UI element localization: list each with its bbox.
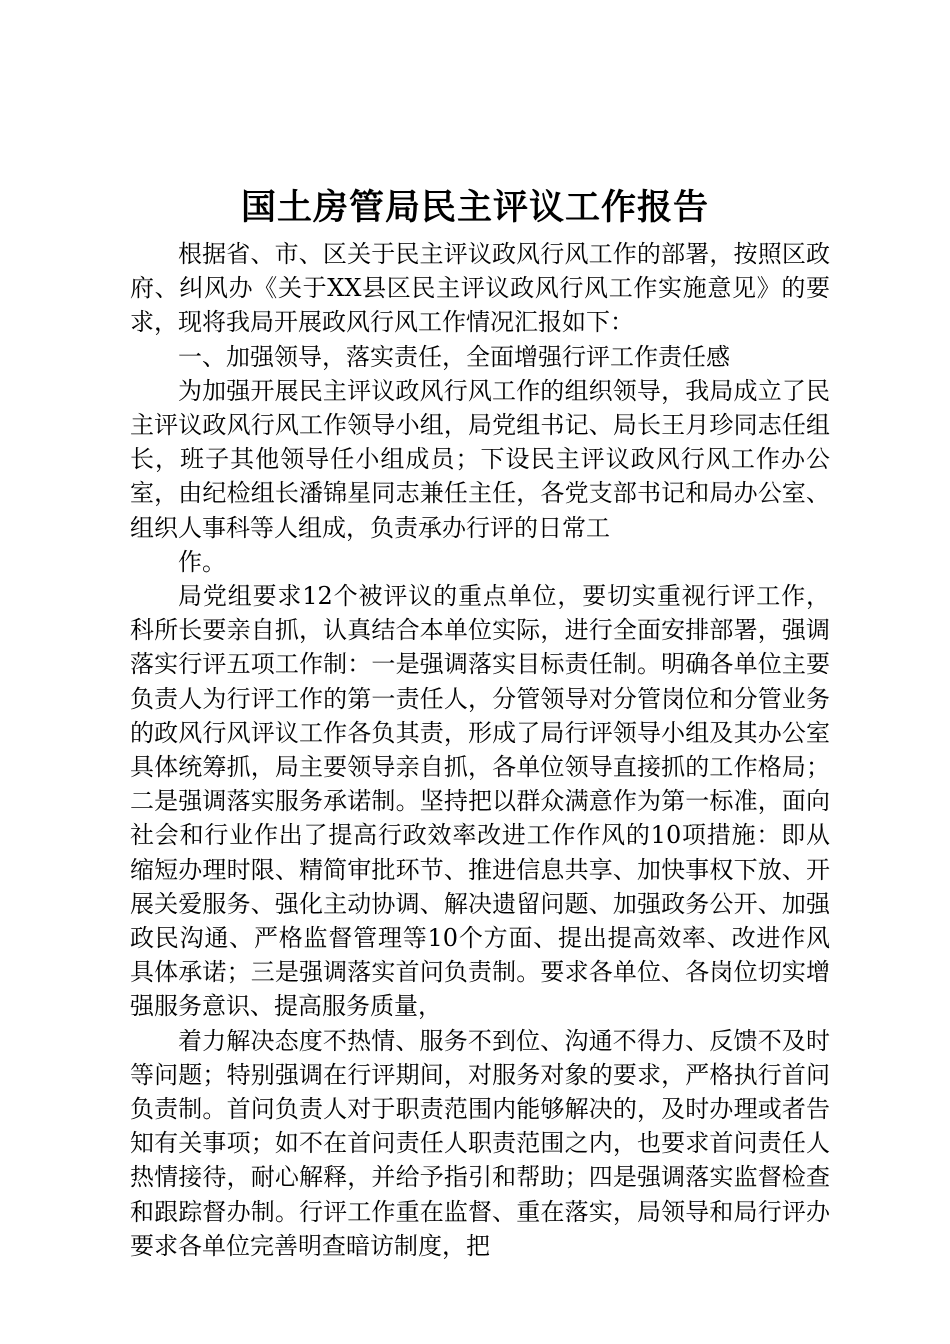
body-paragraph: 着力解决态度不热情、服务不到位、沟通不得力、反馈不及时等问题；特别强调在行评期间，对服务对象的要求，严格执行首问负责制。首问负责人对于职责范围内能够解决的，及时办理或者告知有关事项；如不在首问责任人职责范围之内，也要求首问责任人热情接待，耐心解释，并给予指引和帮助；四是强调落实监督检查和跟踪督办制。行评工作重在监督、重在落实，局领导和局行评办要求各单位完善明查暗访制度，把 bbox=[130, 1026, 830, 1260]
section-heading-1: 一、加强领导，落实责任，全面增强行评工作责任感 bbox=[178, 342, 730, 371]
body-paragraph-fragment: 作。 bbox=[178, 547, 226, 576]
body-paragraph: 为加强开展民主评议政风行风工作的组织领导，我局成立了民主评议政风行风工作领导小组，局党组书记、局长王月珍同志任组长，班子其他领导任小组成员；下设民主评议政风行风工作办公室，由纪检组长潘锦星同志兼任主任，各党支部书记和局办公室、组织人事科等人组成，负责承办行评的日常工 bbox=[130, 376, 830, 542]
document-body bbox=[130, 237, 830, 1263]
intro-paragraph: 根据省、市、区关于民主评议政风行风工作的部署，按照区政府、纠风办《关于XX县区民主评议政风行风工作实施意见》的要求，现将我局开展政风行风工作情况汇报如下： bbox=[130, 240, 830, 337]
document-title: 国土房管局民主评议工作报告 bbox=[240, 187, 709, 228]
body-paragraph: 局党组要求12个被评议的重点单位，要切实重视行评工作，科所长要亲自抓，认真结合本单位实际，进行全面安排部署，强调落实行评五项工作制：一是强调落实目标责任制。明确各单位主要负责人为行评工作的第一责任人，分管领导对分管岗位和分管业务的政风行风评议工作各负其责，形成了局行评领导小组及其办公室具体统筹抓，局主要领导亲自抓，各单位领导直接抓的工作格局；二是强调落实服务承诺制。坚持把以群众满意作为第一标准，面向社会和行业作出了提高行政效率改进工作作风的10项措施：即从缩短办理时限、精简审批环节、推进信息共享、加快事权下放、开展关爱服务、强化主动协调、解决遗留问题、加强政务公开、加强政民沟通、严格监督管理等10个方面、提出提高效率、改进作风具体承诺；三是强调落实首问负责制。要求各单位、各岗位切实增强服务意识、提高服务质量， bbox=[130, 582, 830, 1021]
